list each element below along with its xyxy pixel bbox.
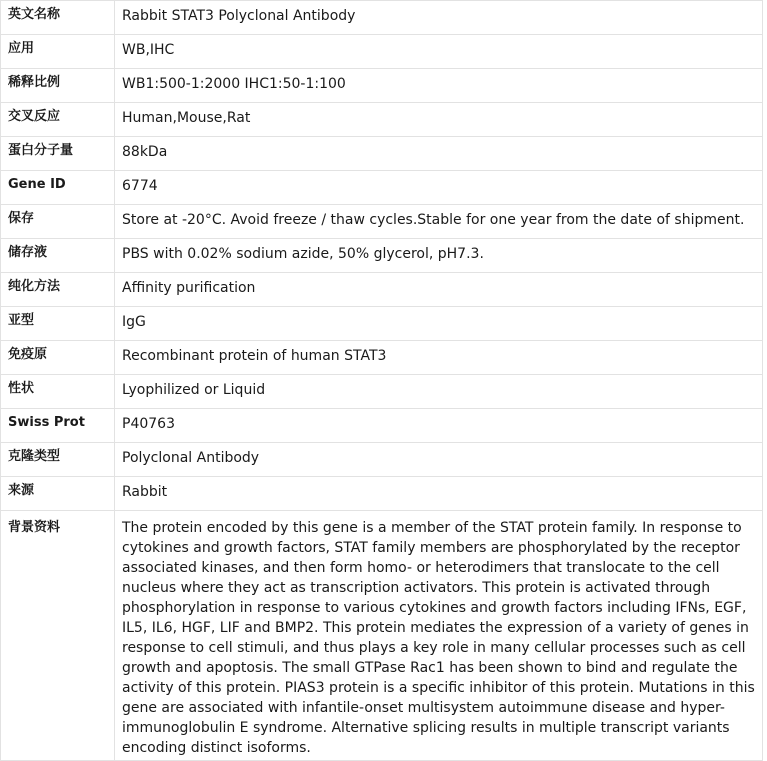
spec-value: WB,IHC	[115, 35, 763, 69]
spec-row-storage-buffer	[1, 239, 763, 273]
spec-label: 蛋白分子量	[1, 137, 115, 171]
spec-value: Store at -20°C. Avoid freeze / thaw cycles.Stable for one year from the date of shipment.	[115, 205, 763, 239]
spec-row-background	[1, 511, 763, 761]
spec-row-dilution	[1, 69, 763, 103]
spec-row-immunogen	[1, 341, 763, 375]
spec-label: 保存	[1, 205, 115, 239]
spec-value: Polyclonal Antibody	[115, 443, 763, 477]
spec-value: Human,Mouse,Rat	[115, 103, 763, 137]
spec-value: Lyophilized or Liquid	[115, 375, 763, 409]
spec-label: 稀释比例	[1, 69, 115, 103]
spec-row-reactivity	[1, 103, 763, 137]
spec-row-gene-id	[1, 171, 763, 205]
spec-row-clonality	[1, 443, 763, 477]
spec-label: 来源	[1, 477, 115, 511]
spec-row-purification	[1, 273, 763, 307]
spec-label: 储存液	[1, 239, 115, 273]
spec-value: 6774	[115, 171, 763, 205]
spec-label: 纯化方法	[1, 273, 115, 307]
spec-value: WB1:500-1:2000 IHC1:50-1:100	[115, 69, 763, 103]
spec-row-swiss-prot	[1, 409, 763, 443]
spec-row-molecular-weight	[1, 137, 763, 171]
spec-value: Rabbit	[115, 477, 763, 511]
spec-row-host	[1, 477, 763, 511]
spec-row-application	[1, 35, 763, 69]
spec-row-isotype	[1, 307, 763, 341]
spec-label: 交叉反应	[1, 103, 115, 137]
spec-value: 88kDa	[115, 137, 763, 171]
spec-row-form	[1, 375, 763, 409]
spec-label: 性状	[1, 375, 115, 409]
spec-value: Rabbit STAT3 Polyclonal Antibody	[115, 1, 763, 35]
spec-value: Recombinant protein of human STAT3	[115, 341, 763, 375]
spec-label: 亚型	[1, 307, 115, 341]
background-description: The protein encoded by this gene is a member of the STAT protein family. In response to cytokines and growth factors, STAT family members are phosphorylated by the receptor associated kinases, and then form homo- or heterodimers that translocate to the cell nucleus where they act as transcription activators. This protein is activated through phosphorylation in response to various cytokines and growth factors including IFNs, EGF, IL5, IL6, HGF, LIF and BMP2. This protein mediates the expression of a variety of genes in response to cell stimuli, and thus plays a key role in many cellular processes such as cell growth and apoptosis. The small GTPase Rac1 has been shown to bind and regulate the activity of this protein. PIAS3 protein is a specific inhibitor of this protein. Mutations in this gene are associated with infantile-onset multisystem autoimmune disease and hyper-immunoglobulin E syndrome. Alternative splicing results in multiple transcript variants encoding distinct isoforms.	[115, 511, 763, 761]
spec-row-english-name	[1, 1, 763, 35]
spec-label: 英文名称	[1, 1, 115, 35]
spec-label: 免疫原	[1, 341, 115, 375]
spec-value: PBS with 0.02% sodium azide, 50% glycerol, pH7.3.	[115, 239, 763, 273]
spec-label: 克隆类型	[1, 443, 115, 477]
spec-value: IgG	[115, 307, 763, 341]
spec-row-storage	[1, 205, 763, 239]
spec-label: Swiss Prot	[1, 409, 115, 443]
spec-value: P40763	[115, 409, 763, 443]
spec-value: Affinity purification	[115, 273, 763, 307]
spec-label: 应用	[1, 35, 115, 69]
spec-label: Gene ID	[1, 171, 115, 205]
spec-label: 背景资料	[1, 511, 115, 761]
